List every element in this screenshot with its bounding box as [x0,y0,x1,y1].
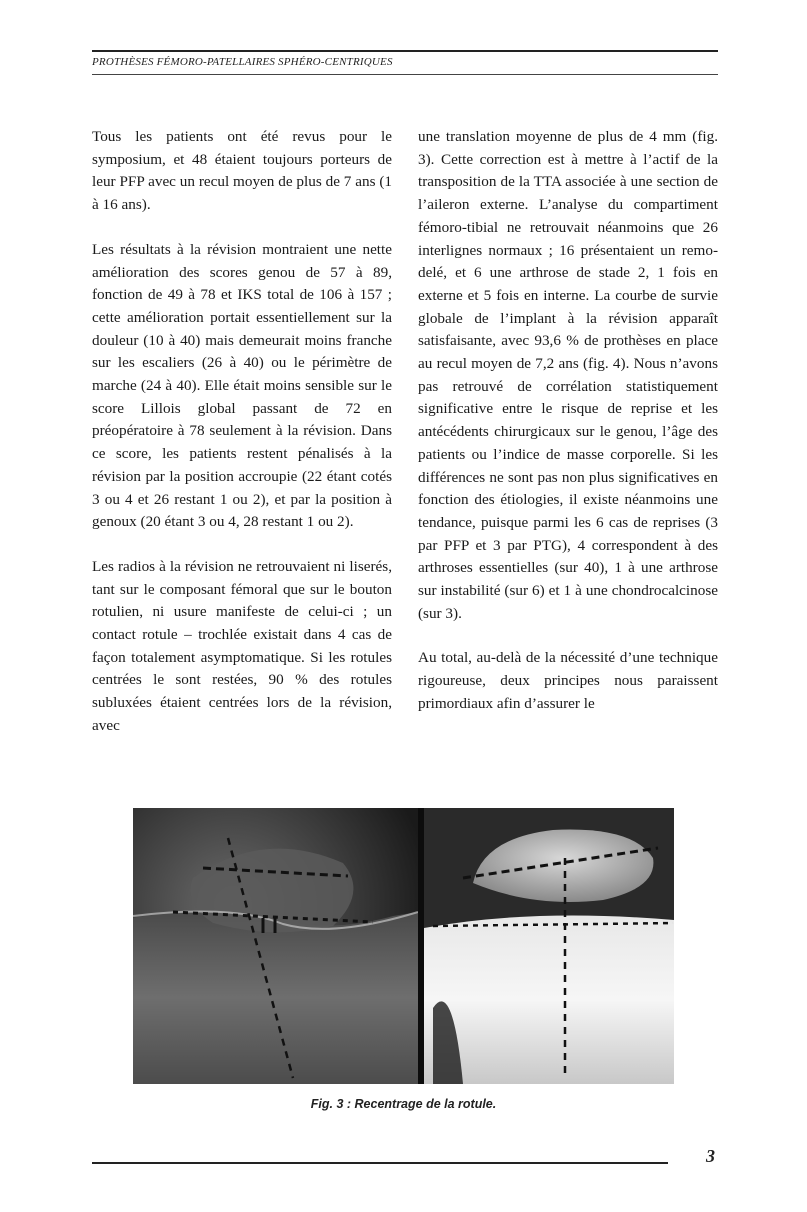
page-number: 3 [706,1146,715,1166]
figure-caption: Fig. 3 : Recentrage de la rotule. [310,1097,497,1111]
header-rule-top [92,50,718,52]
right-column [418,126,718,738]
header-rule-bottom [92,74,718,75]
paragraph: Les résultats à la révision montraient une nette amélioration des scores genou de 57 à 89, fonction de 49 à 78 et IKS total de 106 à 157 ; cette amélioration portait essentiellement sur la douleur (10 à 40) mais demeurait moins franche sur les escaliers (26 à 40) ou le périmètre de marche (24 à 40). Elle était moins sensible sur le score Lillois global passant de 72 en préopératoire à 78 seulement à la révision. Dans ce score, les patients restent pénalisés à la révision par la position accroupie (22 étant cotés 3 ou 4 et 26 restant 1 ou 2), et par la position à genoux (20 étant 3 ou 4, 28 restant 1 ou 2). [92,240,392,531]
paragraph: Les radios à la révision ne retrouvaient ni liserés, tant sur le composant fémoral que sur le bouton rotulien, ni usure manifeste de celui-ci ; un contact rotule – trochlée existait dans 4 cas de façon totalement asymptomatique. Si les rotules centrées le sont restées, 90 % des rotules subluxées étaient centrées lors de la révision, avec [92,557,392,734]
footer-rule [92,1162,668,1164]
paragraph: Au total, au-delà de la nécessité d’une technique rigoureuse, deux principes nous paraissent primordiaux afin d’assurer le [418,649,718,712]
figure-radiograph [133,808,674,1084]
paragraph: Tous les patients ont été revus pour le symposium, et 48 étaient toujours porteurs de leur PFP avec un recul moyen de plus de 7 ans (1 à 16 ans). [92,128,392,214]
radiograph-image [133,808,674,1084]
paragraph: une translation moyenne de plus de 4 mm (fig. 3). Cette correction est à mettre à l’actif de la transposition de la TTA associée à une section de l’aileron externe. L’analyse du compartiment fémoro-tibial ne retrouvait néanmoins que 26 interlignes normaux ; 16 présentaient un remodelé, et 6 une arthrose de stade 2, 1 fois en externe et 5 fois en interne. La courbe de survie globale de l’implant à la révision apparaît satisfaisante, avec 93,6 % de prothèses en place au recul moyen de 7,2 ans (fig. 4). Nous n’avons pas retrouvé de corrélation statistiquement significative entre le risque de reprise et les antécédents chirurgicaux sur le genou, l’âge des patients ou l’indice de masse corporelle. Si les différences ne sont pas non plus significatives en fonction des étiologies, il existe néanmoins une tendance, puisque parmi les 6 cas de reprises (3 par PFP et 3 par PTG), 4 correspondent à des arthroses essentielles (sur 40), 1 à une arthrose sur instabilité (sur 6) et 1 à une chondrocalcinose (sur 3). [418,128,718,622]
left-column [92,126,392,760]
running-head: PROTHÈSES FÉMORO-PATELLAIRES SPHÉRO-CENTRIQUES [92,56,393,68]
